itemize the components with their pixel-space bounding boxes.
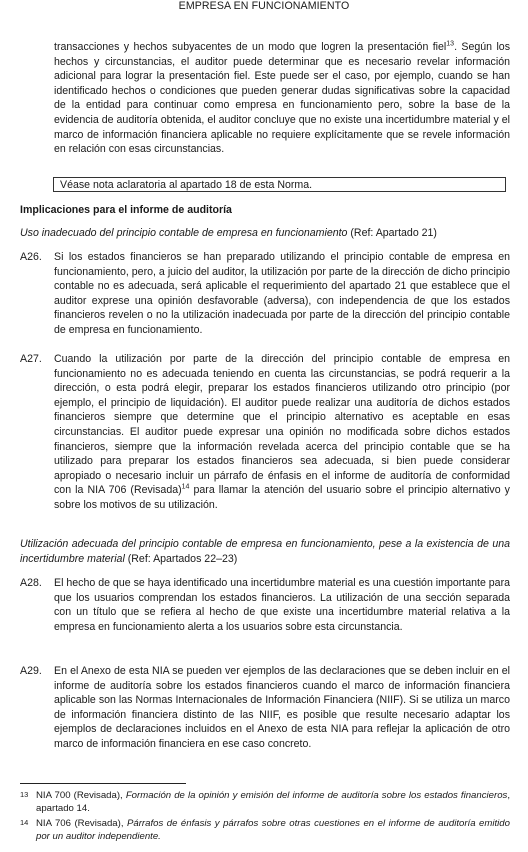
note-box: Véase nota aclaratoria al apartado 18 de esta Norma. [53, 177, 506, 192]
paragraph-a26 [20, 250, 510, 338]
intro-text-before: transacciones y hechos subyacentes de un modo que logren la presentación fiel [54, 41, 447, 53]
footnote-14 [20, 818, 510, 843]
subheading-adequate-use [20, 537, 510, 566]
paragraph-number: A26. [20, 251, 42, 263]
paragraph-a27 [20, 352, 510, 513]
paragraph-text: El hecho de que se haya identificado una incertidumbre material es una cuestión importante para que los usuarios comprendan los estados financieros. La utilización de una sección separada con un título que se refiera al hecho de que existe una incertidumbre material relativa a la empresa en funcionamiento alerta a los usuarios sobre esta circunstancia. [54, 577, 510, 633]
paragraph-text: Si los estados financieros se han preparado utilizando el principio contable de empresa en funcionamiento, pero, a juicio del auditor, la utilización por parte de la dirección de dicho principio contable no es adecuada, será aplicable el requerimiento del apartado 21 que establece que el auditor exprese una opinión desfavorable (adversa), con independencia de que los estados financieros revelen o no la utilización inadecuada por parte de la dirección del principio contable de empresa en funcionamiento. [54, 251, 510, 336]
footnote-ref-14: 14 [181, 483, 190, 491]
footnote-tail: , apartado 14. [36, 790, 510, 814]
footnote-plain: NIA 706 (Revisada), [36, 818, 127, 829]
paragraph-text-after: para llamar la atención del usuario sobre el principio alternativo y sobre los motivos de su utilización. [54, 484, 510, 511]
subheading-title: Utilización adecuada del principio contable de empresa en funcionamiento, pese a la existencia de una incertidumbre material [20, 538, 510, 565]
footnote-italic: Formación de la opinión y emisión del informe de auditoría sobre los estados financieros [125, 790, 508, 801]
subheading-ref: (Ref: Apartado 21) [347, 227, 437, 239]
running-head: EMPRESA EN FUNCIONAMIENTO [178, 0, 350, 12]
footnote-ref-13: 13 [446, 40, 455, 48]
subheading-ref: (Ref: Apartados 22–23) [124, 552, 238, 565]
paragraph-a29 [20, 664, 510, 752]
footnote-italic: Párrafos de énfasis y párrafos sobre otras cuestiones en el informe de auditoría emitido por un auditor independiente. [36, 818, 510, 842]
subheading-title: Uso inadecuado del principio contable de empresa en funcionamiento [20, 227, 348, 239]
paragraph-text-before: Cuando la utilización por parte de la dirección del principio contable de empresa en funcionamiento no es adecuada teniendo en cuenta las circunstancias, se podrá requerir a la dirección, o esta podrá elegir, preparar los estados financieros utilizando otro principio (por ejemplo, el principio de liquidación). El auditor puede realizar una auditoría de dichos estados financieros siempre que determine que el principio alternativo es aceptable en esas circunstancias. El auditor puede expresar una opinión no modificada sobre dichos estados financieros, siempre que la información revelada acerca del principio contable que se ha utilizado para preparar los estados financieros sea adecuada, si bien puede considerar apropiado o necesario incluir un párrafo de énfasis en el informe de auditoría de conformidad con la NIA 706 (Revisada) [54, 353, 510, 497]
footnote-13 [20, 790, 510, 815]
footnote-number: 14 [20, 818, 29, 827]
footnote-plain: NIA 700 (Revisada), [36, 790, 126, 801]
intro-text-after: . Según los hechos y circunstancias, el auditor puede determinar que es necesario revelar información adicional para lograr la presentación fiel. Este puede ser el caso, por ejemplo, cuando se han identificado hechos o condiciones que pueden generar dudas significativas sobre la capacidad de la entidad para continuar como empresa en funcionamiento pero, sobre la base de la evidencia de auditoría obtenida, el auditor concluye que no existe una incertidumbre material y el marco de información financiera aplicable no requiere explícitamente que se revele información en relación con esas circunstancias. [54, 41, 510, 156]
subheading-inadequate-use [20, 226, 510, 241]
paragraph-number: A28. [20, 577, 42, 589]
footnote-number: 13 [20, 790, 29, 799]
paragraph-number: A29. [20, 665, 42, 677]
intro-paragraph [54, 40, 510, 157]
section-heading: Implicaciones para el informe de auditoría [20, 204, 232, 216]
paragraph-text: En el Anexo de esta NIA se pueden ver ejemplos de las declaraciones que se deben incluir en el informe de auditoría sobre los estados financieros cuando el marco de información financiera aplicable son las Normas Internacionales de Información Financiera (NIIF). Si se utiliza un marco de información financiera distinto de las NIIF, es posible que resulte necesario adaptar los ejemplos de declaraciones incluidos en el Anexo de esta NIA para reflejar la aplicación de otro marco de información financiera en ese caso concreto. [54, 665, 510, 750]
footnote-divider [20, 783, 186, 784]
paragraph-a28 [20, 576, 510, 634]
paragraph-number: A27. [20, 353, 42, 365]
